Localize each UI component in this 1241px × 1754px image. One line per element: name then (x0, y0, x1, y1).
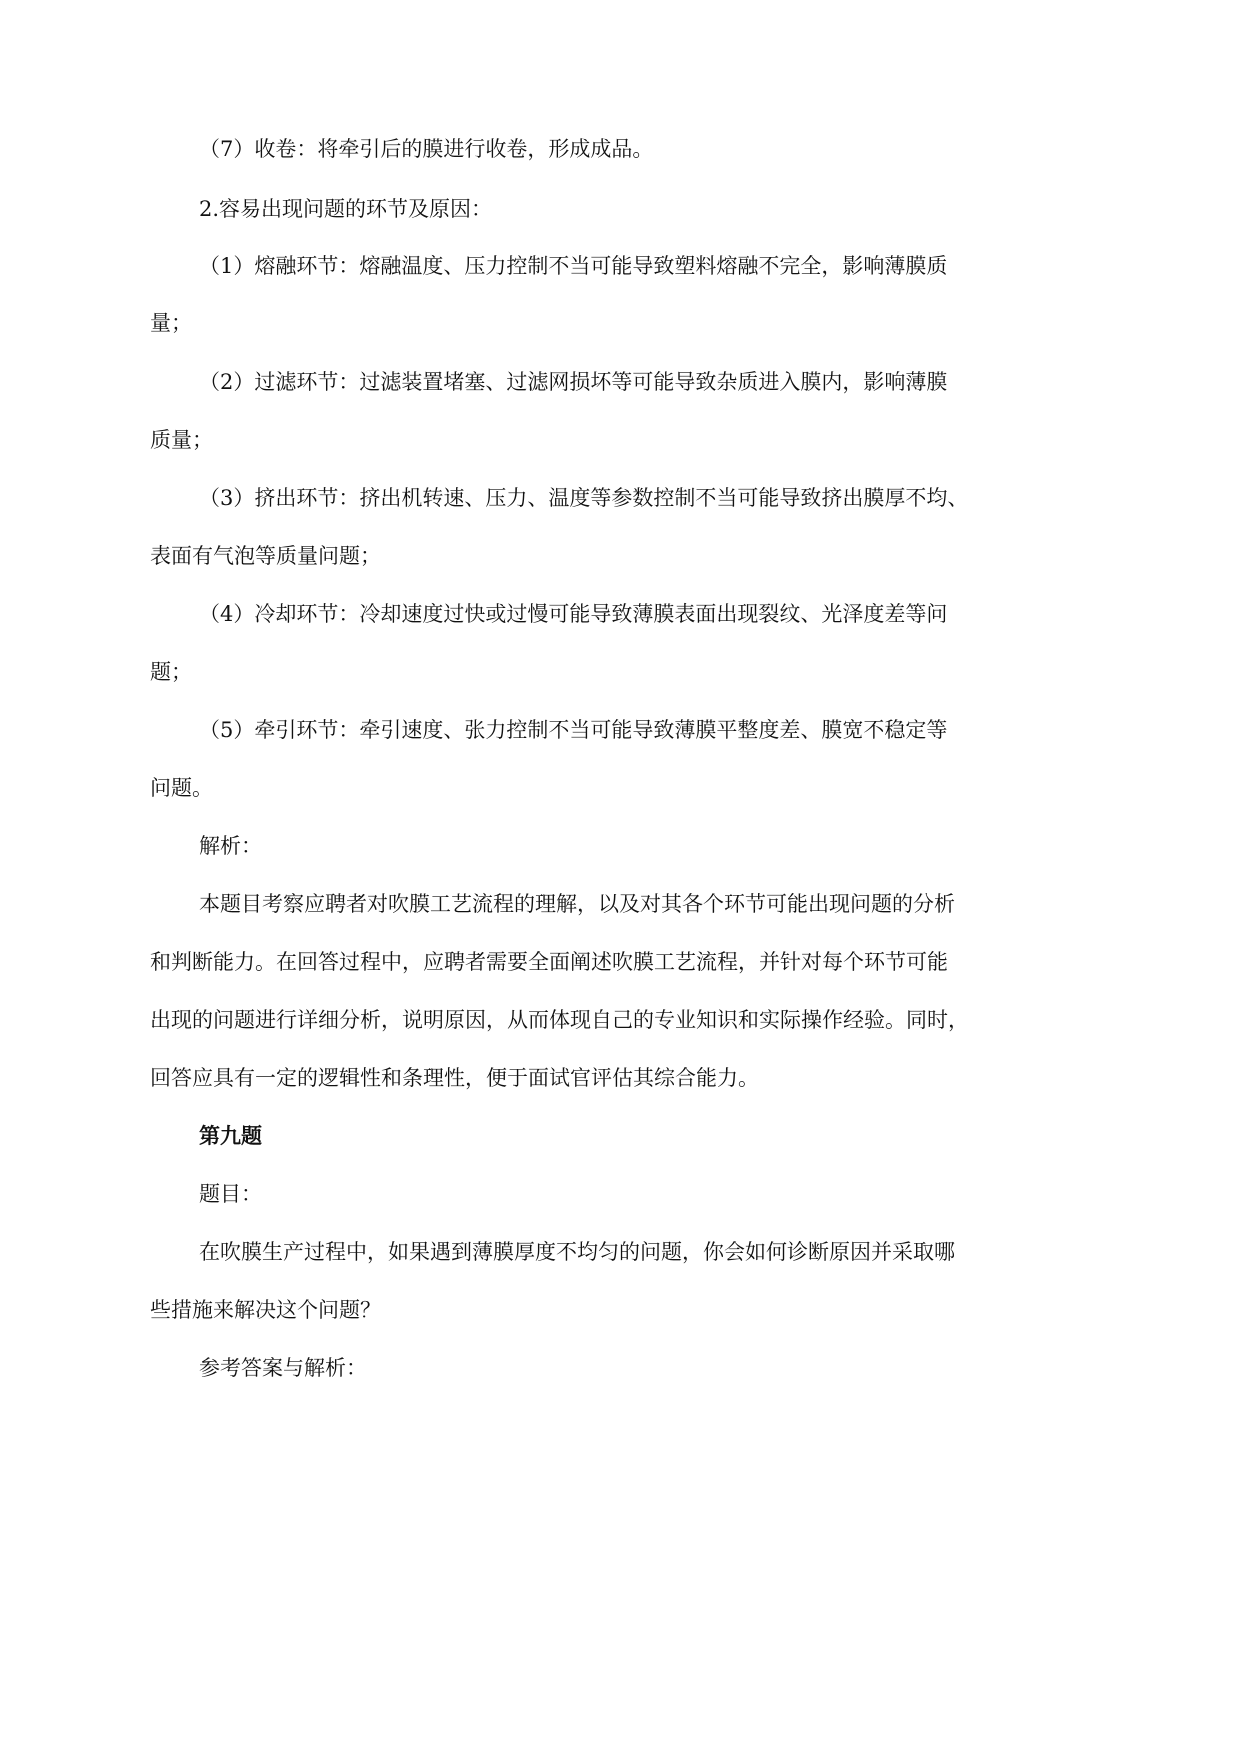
text-line: 质量； (150, 428, 213, 452)
text-line: （2）过滤环节：过滤装置堵塞、过滤网损坏等可能导致杂质进入膜内，影响薄膜 (199, 370, 948, 394)
text-line: （5）牵引环节：牵引速度、张力控制不当可能导致薄膜平整度差、膜宽不稳定等 (199, 718, 948, 742)
text-line: （7）收卷：将牵引后的膜进行收卷，形成成品。 (199, 137, 654, 161)
text-line: 出现的问题进行详细分析，说明原因，从而体现自己的专业知识和实际操作经验。同时， (150, 1008, 969, 1032)
text-line: 表面有气泡等质量问题； (150, 544, 381, 568)
section-label: 题目： (199, 1182, 262, 1206)
text-line: （3）挤出环节：挤出机转速、压力、温度等参数控制不当可能导致挤出膜厚不均、 (199, 486, 969, 510)
text-line: 本题目考察应聘者对吹膜工艺流程的理解，以及对其各个环节可能出现问题的分析 (199, 892, 955, 916)
text-line: 些措施来解决这个问题？ (150, 1298, 381, 1322)
section-label: 解析： (199, 834, 262, 858)
text-line: （1）熔融环节：熔融温度、压力控制不当可能导致塑料熔融不完全，影响薄膜质 (199, 254, 948, 278)
text-line: 题； (150, 660, 192, 684)
question-heading: 第九题 (199, 1124, 262, 1148)
text-line: 2.容易出现问题的环节及原因： (199, 197, 493, 221)
text-line: 量； (150, 311, 192, 335)
text-line: 问题。 (150, 776, 213, 800)
text-line: 回答应具有一定的逻辑性和条理性，便于面试官评估其综合能力。 (150, 1066, 759, 1090)
text-line: 和判断能力。在回答过程中，应聘者需要全面阐述吹膜工艺流程，并针对每个环节可能 (150, 950, 948, 974)
text-line: （4）冷却环节：冷却速度过快或过慢可能导致薄膜表面出现裂纹、光泽度差等问 (199, 602, 948, 626)
text-line: 在吹膜生产过程中，如果遇到薄膜厚度不均匀的问题，你会如何诊断原因并采取哪 (199, 1240, 955, 1264)
section-label: 参考答案与解析： (199, 1356, 367, 1380)
